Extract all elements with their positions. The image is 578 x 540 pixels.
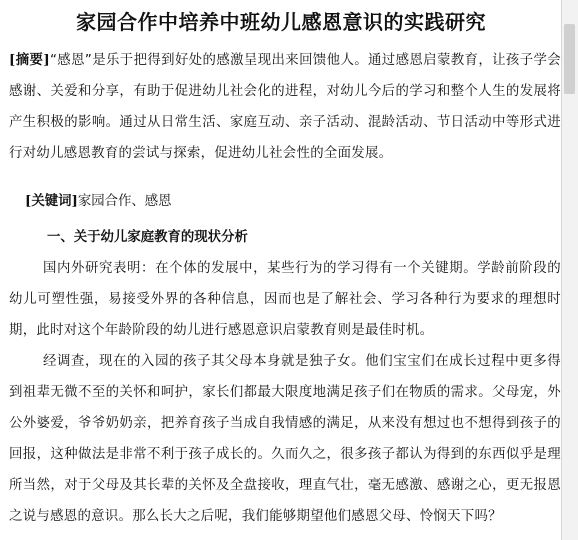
- scrollbar-thumb[interactable]: [564, 24, 575, 94]
- vertical-scrollbar[interactable]: [561, 0, 578, 540]
- keywords-text: 家园合作、感恩: [77, 194, 172, 209]
- abstract-paragraph: [9, 45, 561, 169]
- abstract-label: [摘要]: [9, 52, 50, 68]
- keywords-label: [关键词]: [25, 193, 78, 209]
- body-paragraph-2: 经调查，现在的入园的孩子其父母本身就是独子女。他们宝宝们在成长过程中更多得到祖辈无微不至的关怀和呵护，家长们都最大限度地满足孩子们在物质的需求。父母宠，外公外婆爱，爷爷奶奶亲，把养育孩子当成自我情感的满足，从来没有想过也不想得到孩子的回报，这种做法是非常不利于孩子成长的。久而久之，很多孩子都认为得到的东西似乎是理所当然，对于父母及其长辈的关怀及全盘接收，理直气壮，毫无感激、感谢之心，更无报恩之说与感恩的意识。那么长大之后呢，我们能够期望他们感恩父母、怜悯天下吗？: [9, 354, 561, 524]
- abstract-text: “感恩”是乐于把得到好处的感激呈现出来回馈他人。通过感恩启蒙教育，让孩子学会感谢、关爱和分享，有助于促进幼儿社会化的进程，对幼儿今后的学习和整个人生的发展将产生积极的影响。通过从日常生活、家庭互动、亲子活动、混龄活动、节日活动中等形式进行对幼儿感恩教育的尝试与探索，促进幼儿社会性的全面发展。: [9, 53, 561, 161]
- keywords-line: [25, 186, 172, 217]
- section-heading: 一、关于幼儿家庭教育的现状分析: [47, 230, 248, 245]
- body-paragraph-1: 国内外研究表明：在个体的发展中，某些行为的学习得有一个关键期。学龄前阶段的幼儿可塑性强，易接受外界的各种信息，因而也是了解社会、学习各种行为要求的理想时期，此时对这个年龄阶段的幼儿进行感恩意识启蒙教育则是最佳时机。: [9, 261, 561, 338]
- document-title: 家园合作中培养中班幼儿感恩意识的实践研究: [76, 10, 486, 34]
